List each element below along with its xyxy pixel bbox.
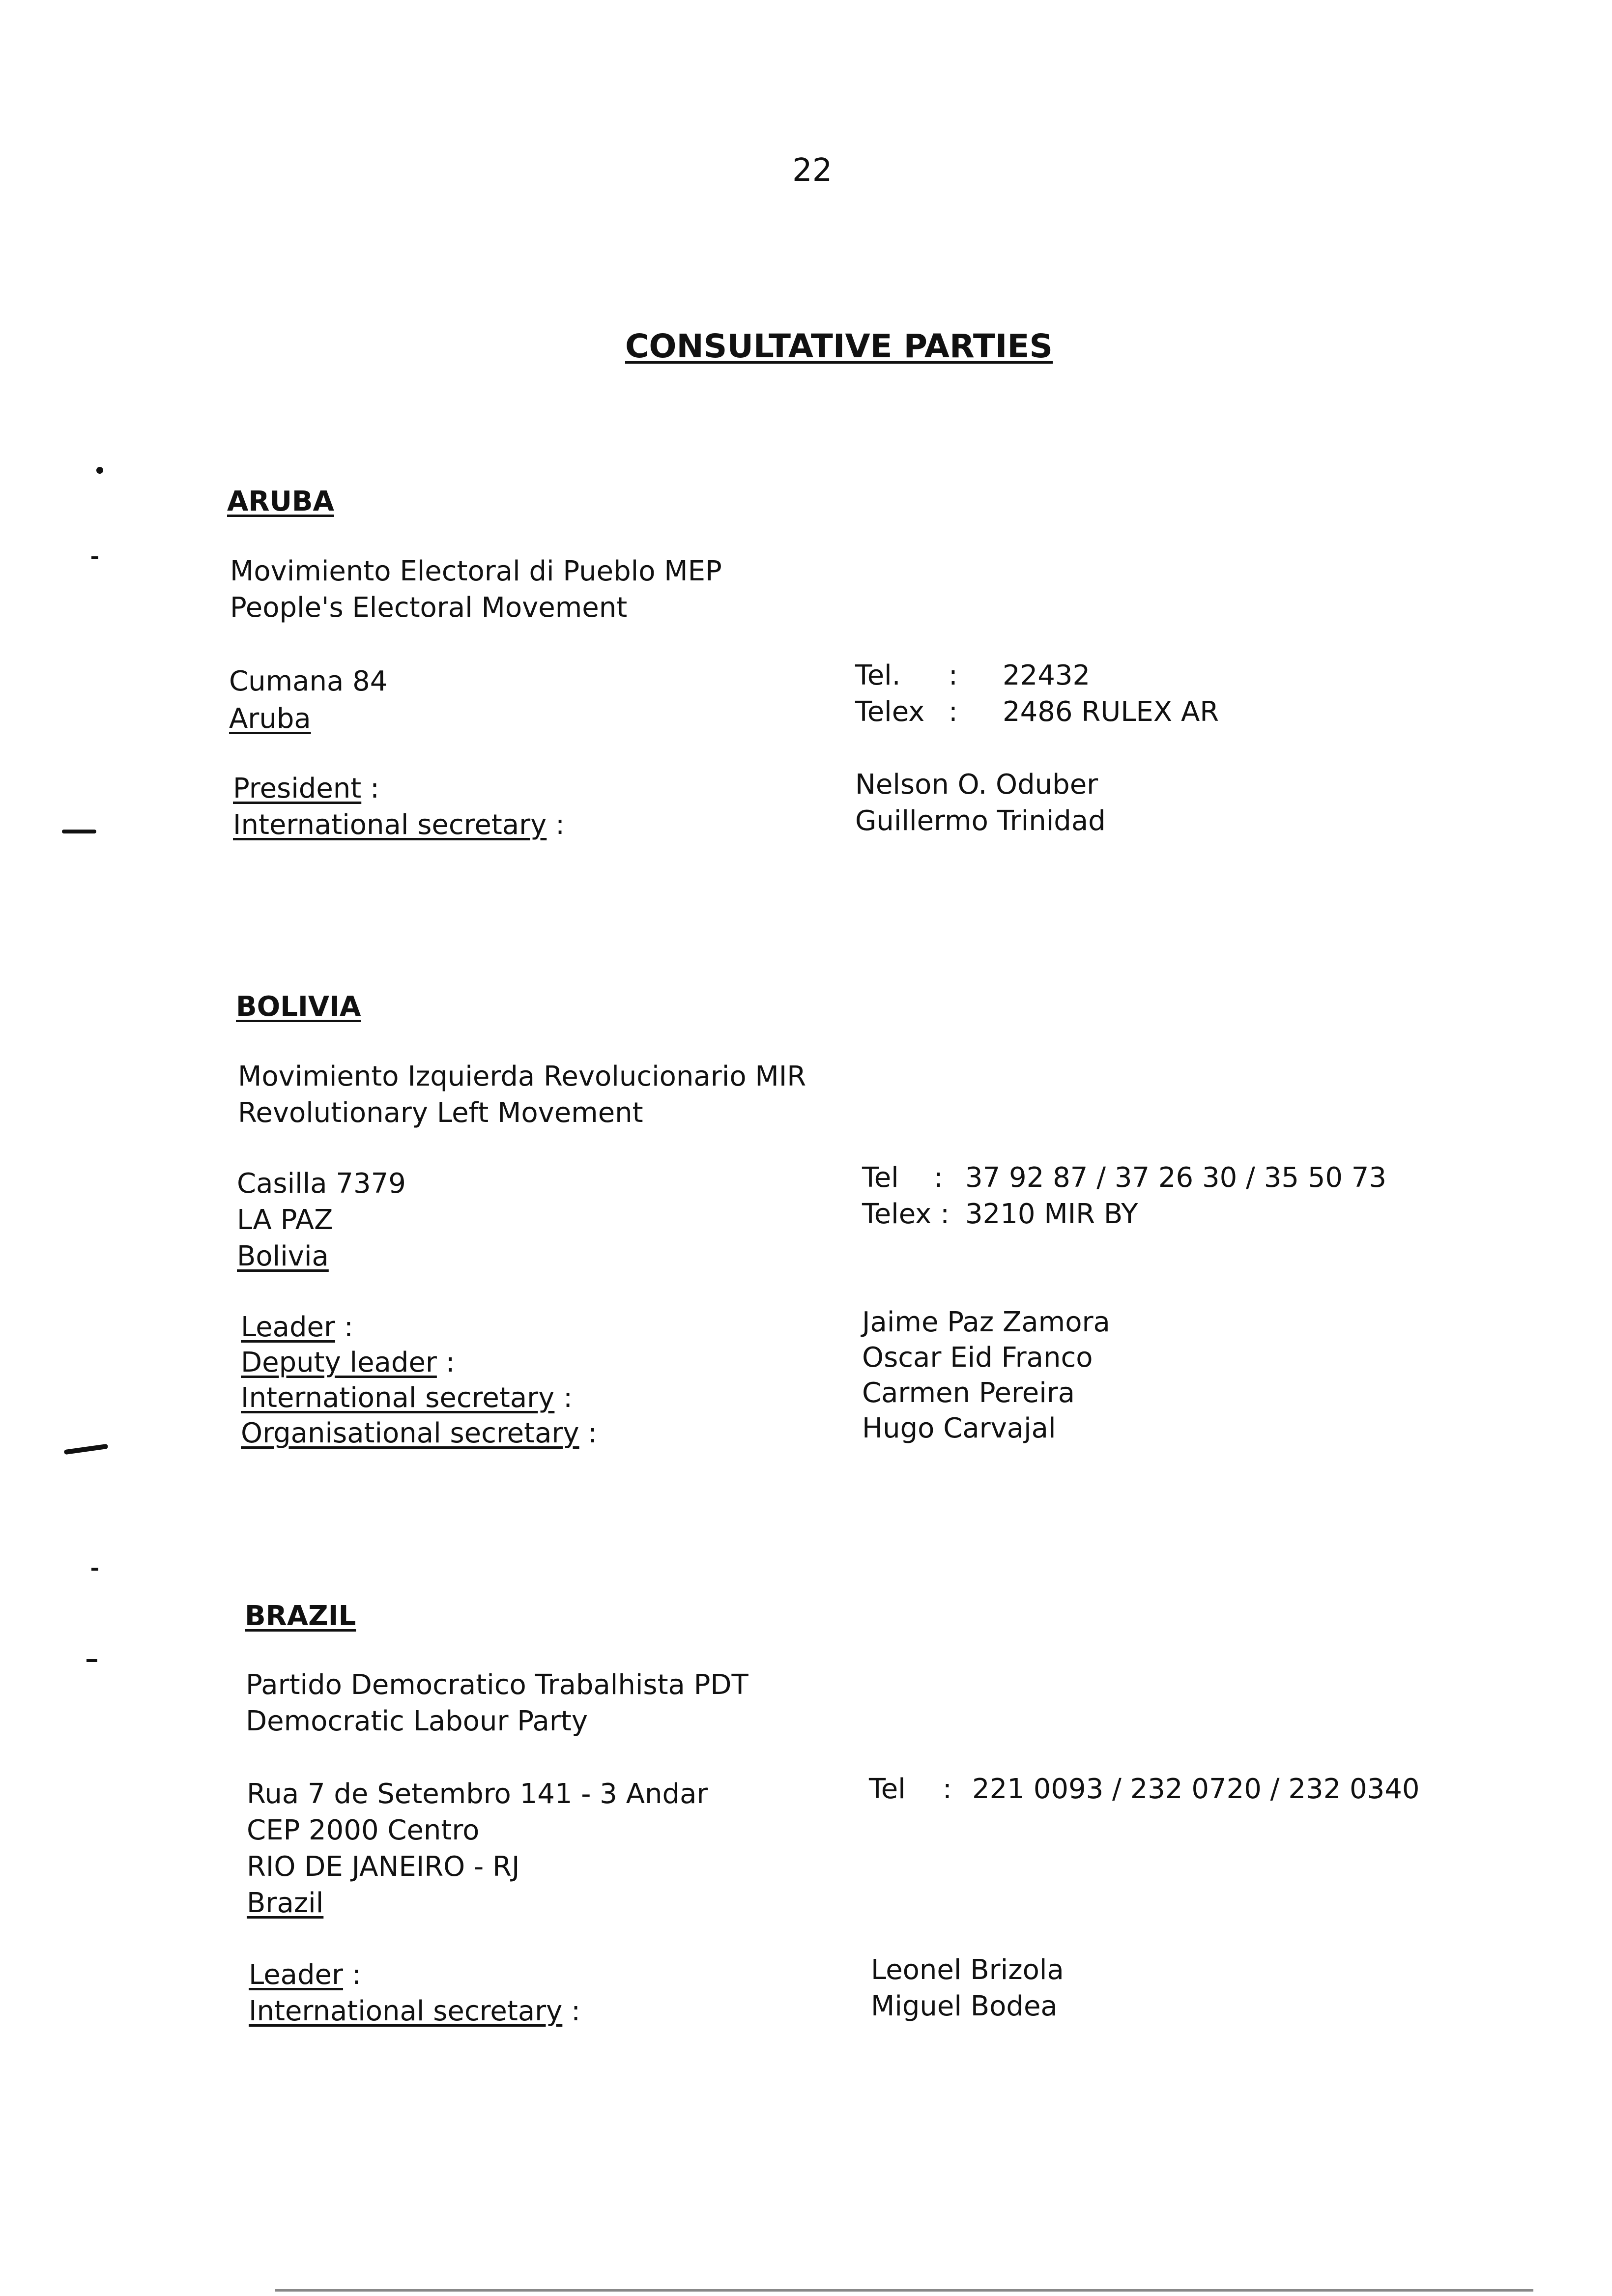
role-deputy-leader <box>241 1345 455 1381</box>
tel-label: Tel. <box>855 660 901 691</box>
scan-mark <box>91 1568 98 1571</box>
tel-colon: : <box>949 660 958 691</box>
role-colon: : <box>370 773 379 804</box>
person-name: Miguel Bodea <box>871 1990 1058 2022</box>
tel-label: Tel <box>862 1162 899 1194</box>
role-label: International secretary <box>233 809 547 841</box>
party-name-english: People's Electoral Movement <box>230 592 628 624</box>
telex-label: Telex <box>855 696 925 728</box>
address-line: Cumana 84 <box>229 665 388 697</box>
telex-colon: : <box>949 696 958 728</box>
scan-mark <box>64 1444 109 1455</box>
tel-value: 22432 <box>1003 660 1091 691</box>
role-colon: : <box>571 1995 580 2027</box>
role-label: International secretary <box>241 1382 555 1414</box>
tel-value: 221 0093 / 232 0720 / 232 0340 <box>972 1773 1420 1805</box>
role-label: Leader <box>249 1959 344 1991</box>
party-name-english: Democratic Labour Party <box>246 1705 588 1737</box>
role-colon: : <box>555 809 565 841</box>
address-country: Bolivia <box>237 1240 329 1272</box>
role-international-secretary <box>241 1380 573 1416</box>
tel-label: Tel <box>869 1773 906 1805</box>
person-name: Leonel Brizola <box>871 1954 1064 1986</box>
role-colon: : <box>344 1311 353 1343</box>
tel-colon: : <box>934 1162 943 1194</box>
telex-value: 2486 RULEX AR <box>1003 696 1219 728</box>
role-colon: : <box>351 1959 361 1991</box>
scan-mark <box>62 830 96 833</box>
address-country: Brazil <box>247 1887 324 1919</box>
role-label: Deputy leader <box>241 1347 437 1378</box>
scan-mark <box>86 1659 97 1662</box>
person-name: Nelson O. Oduber <box>855 769 1098 801</box>
tel-value: 37 92 87 / 37 26 30 / 35 50 73 <box>965 1162 1387 1194</box>
role-leader <box>249 1957 361 1993</box>
person-name: Jaime Paz Zamora <box>862 1306 1110 1338</box>
person-name: Hugo Carvajal <box>862 1412 1056 1444</box>
address-country: Aruba <box>229 703 311 735</box>
address-line: Rua 7 de Setembro 141 - 3 Andar <box>247 1778 708 1810</box>
role-international-secretary <box>233 807 565 843</box>
page-bottom-rule <box>275 2289 1533 2292</box>
scan-mark <box>96 467 103 474</box>
address-line: LA PAZ <box>237 1204 333 1236</box>
party-name: Movimiento Electoral di Pueblo MEP <box>230 555 722 587</box>
role-colon: : <box>588 1417 598 1449</box>
telex-value: 3210 MIR BY <box>965 1198 1138 1230</box>
role-president <box>233 771 379 807</box>
role-colon: : <box>445 1347 455 1378</box>
role-international-secretary <box>249 1993 580 2030</box>
tel-colon: : <box>943 1773 952 1805</box>
role-label: Leader <box>241 1311 336 1343</box>
page-title: CONSULTATIVE PARTIES <box>625 327 1053 365</box>
role-leader <box>241 1309 353 1346</box>
country-heading: BRAZIL <box>245 1600 356 1632</box>
party-name: Partido Democratico Trabalhista PDT <box>246 1669 748 1701</box>
role-label: Organisational secretary <box>241 1417 579 1449</box>
party-name: Movimiento Izquierda Revolucionario MIR <box>238 1061 806 1092</box>
address-line: CEP 2000 Centro <box>247 1814 480 1846</box>
person-name: Guillermo Trinidad <box>855 805 1106 837</box>
role-organisational-secretary <box>241 1415 597 1452</box>
page-number: 22 <box>792 152 833 189</box>
role-label: International secretary <box>249 1995 563 2027</box>
country-heading: ARUBA <box>227 486 334 517</box>
party-name-english: Revolutionary Left Movement <box>238 1097 643 1129</box>
person-name: Oscar Eid Franco <box>862 1342 1093 1374</box>
role-label: President <box>233 773 362 804</box>
country-heading: BOLIVIA <box>236 991 361 1023</box>
role-colon: : <box>563 1382 573 1414</box>
scan-mark <box>91 556 98 559</box>
address-line: RIO DE JANEIRO - RJ <box>247 1851 520 1883</box>
address-line: Casilla 7379 <box>237 1168 406 1200</box>
telex-label: Telex : <box>862 1198 950 1230</box>
person-name: Carmen Pereira <box>862 1377 1075 1409</box>
